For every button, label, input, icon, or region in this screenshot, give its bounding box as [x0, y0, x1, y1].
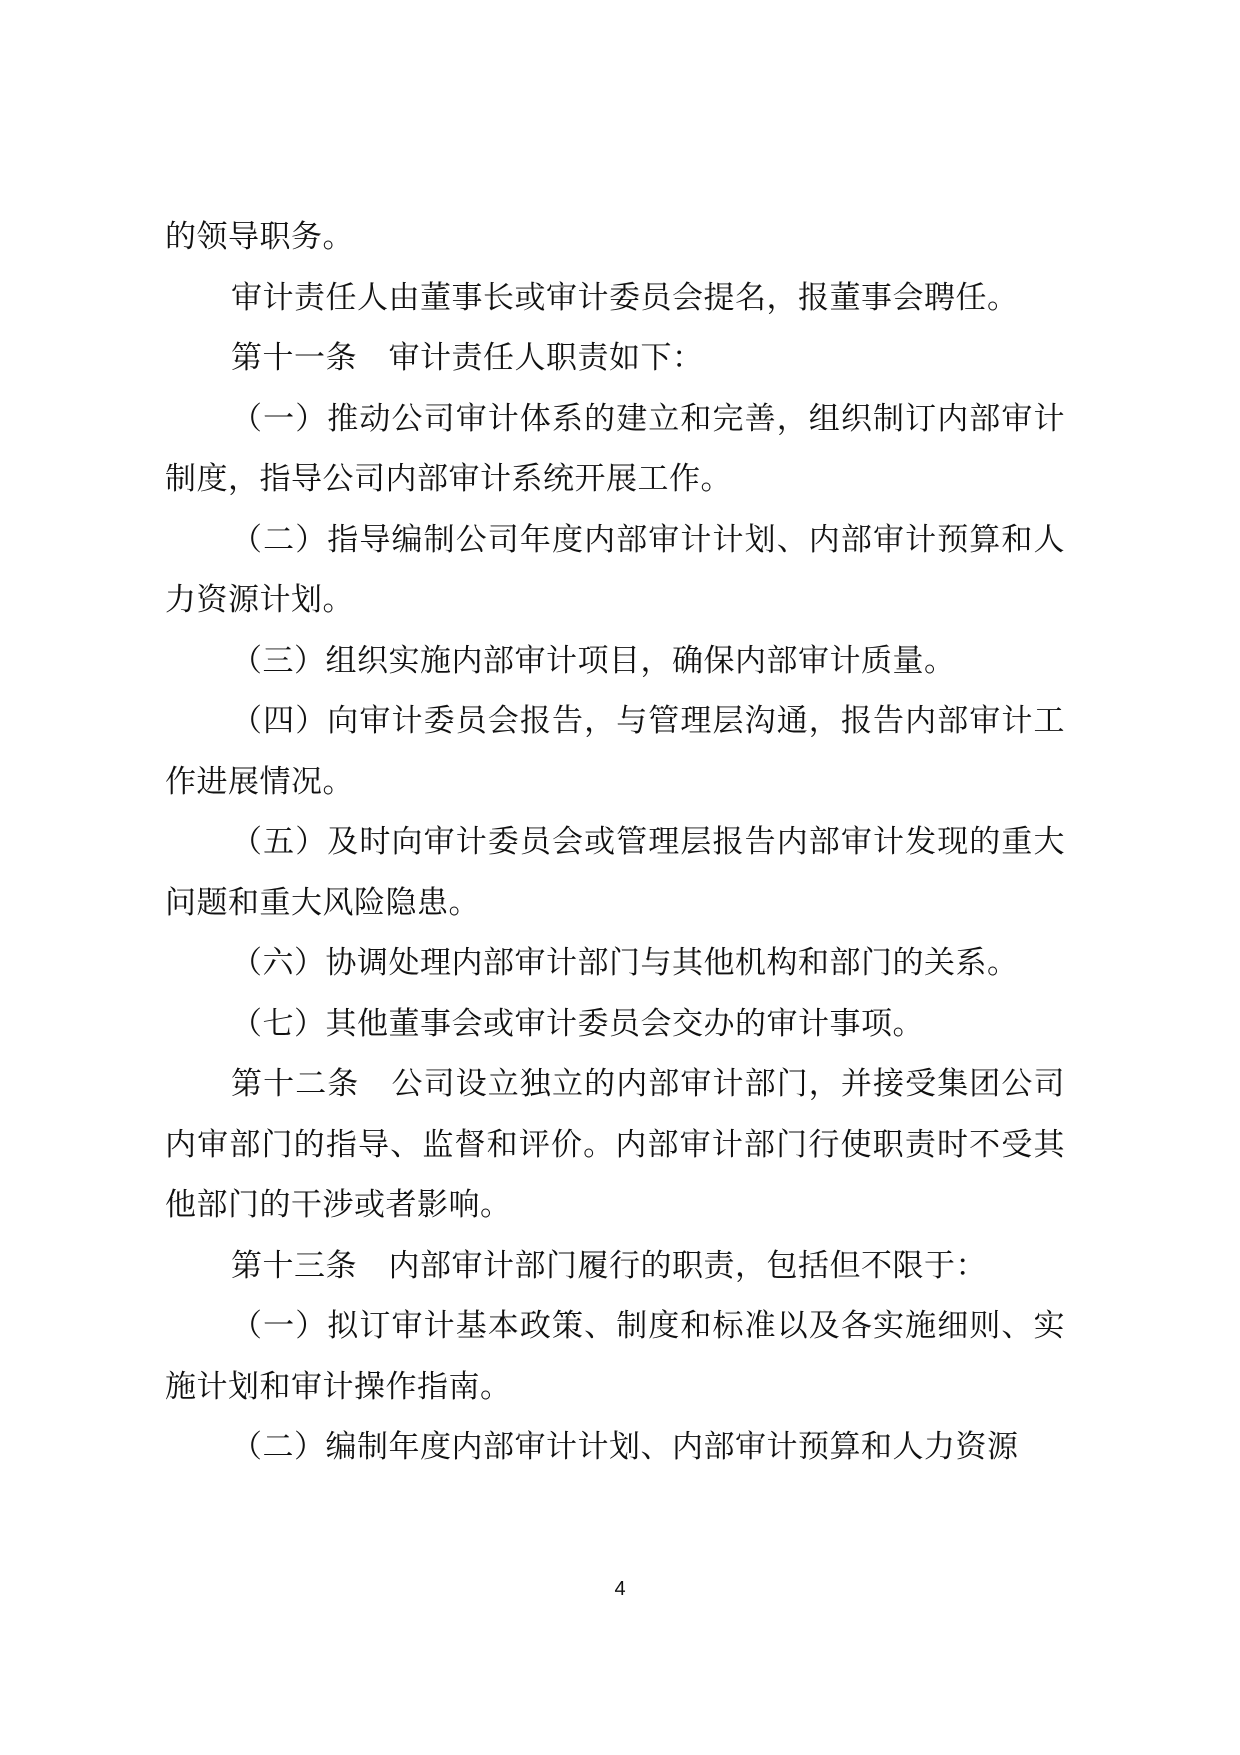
article-11-item-6: （六）协调处理内部审计部门与其他机构和部门的关系。	[231, 945, 1019, 981]
article-11-item-5: （五）及时向审计委员会或管理层报告内部审计发现的重大问题和重大风险隐患。	[165, 824, 1065, 921]
article-13-item-2: （二）编制年度内部审计计划、内部审计预算和人力资源	[231, 1429, 1019, 1465]
article-13-item-1: （一）拟订审计基本政策、制度和标准以及各实施细则、实施计划和审计操作指南。	[165, 1308, 1065, 1405]
paragraph-continuation: 的领导职务。	[165, 219, 354, 255]
article-11-item-2: （二）指导编制公司年度内部审计计划、内部审计预算和人力资源计划。	[165, 521, 1065, 618]
article-11-item-1: （一）推动公司审计体系的建立和完善，组织制订内部审计制度，指导公司内部审计系统开展工作。	[165, 400, 1065, 497]
article-11-item-3: （三）组织实施内部审计项目，确保内部审计质量。	[231, 642, 956, 679]
article-11-item-7: （七）其他董事会或审计委员会交办的审计事项。	[231, 1005, 924, 1042]
page-number: 4	[614, 1578, 626, 1600]
paragraph-appointment: 审计责任人由董事长或审计委员会提名，报董事会聘任。	[231, 279, 1019, 316]
body-text	[165, 207, 1065, 1478]
article-12: 第十二条 公司设立独立的内部审计部门，并接受集团公司内审部门的指导、监督和评价。内部审计部门行使职责时不受其他部门的干涉或者影响。	[165, 1066, 1065, 1223]
article-11-heading: 第十一条 审计责任人职责如下：	[231, 340, 704, 376]
article-11-item-4: （四）向审计委员会报告，与管理层沟通，报告内部审计工作进展情况。	[165, 703, 1065, 800]
article-13-heading: 第十三条 内部审计部门履行的职责，包括但不限于：	[231, 1247, 987, 1284]
